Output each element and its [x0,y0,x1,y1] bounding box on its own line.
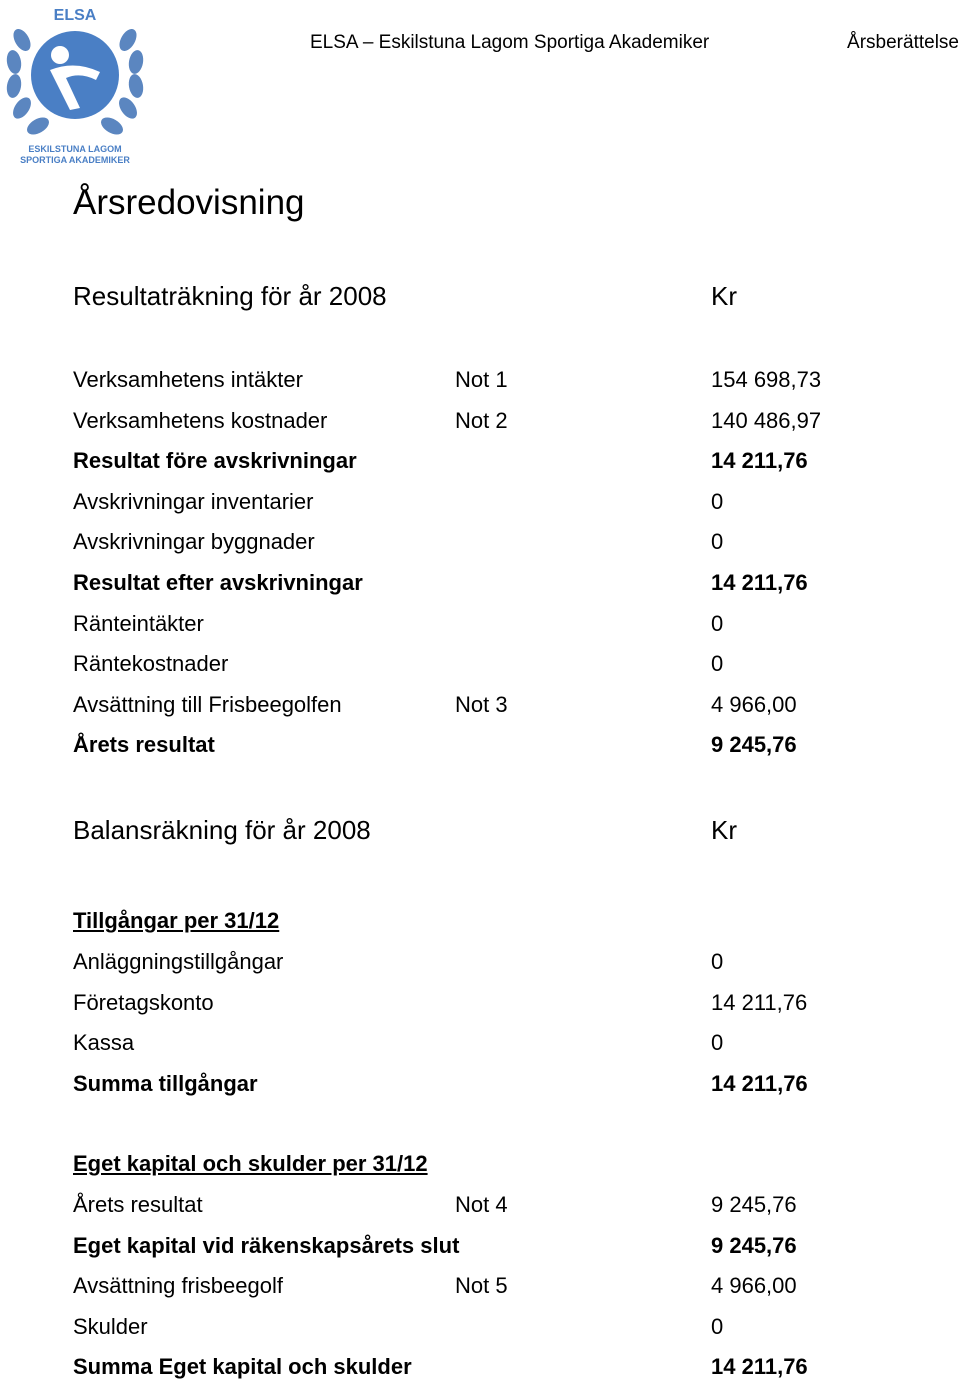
row-label: Resultat efter avskrivningar [73,570,363,595]
row-note: Not 3 [455,691,508,717]
row-value: 0 [711,949,724,974]
header-document-type: Årsberättelse [847,32,959,53]
row-value: 4 966,00 [711,691,797,717]
row-label: Verksamhetens kostnader [73,407,328,433]
balance-currency: Kr [711,815,737,845]
row-label: Anläggningstillgångar [73,949,284,974]
row-note: Not 5 [455,1273,508,1299]
logo-line-1: ESKILSTUNA LAGOM [28,144,122,154]
table-row [0,1030,960,1060]
row-value: 9 245,76 [711,1232,797,1258]
row-label: Summa tillgångar [73,1070,258,1096]
row-value: 14 211,76 [711,1354,808,1380]
row-value: 14 211,76 [711,570,808,595]
table-row [0,651,960,681]
row-label: Årets resultat [73,1192,203,1217]
row-label: Räntekostnader [73,651,229,677]
row-label: Avsättning frisbeegolf [73,1273,283,1299]
row-label: Verksamhetens intäkter [73,367,303,392]
row-value: 0 [711,651,724,677]
assets-heading: Tillgångar per 31/12 [73,908,280,933]
row-value: 9 245,76 [711,1192,797,1217]
row-value: 4 966,00 [711,1273,797,1299]
row-label: Kassa [73,1030,135,1056]
table-row [0,732,960,762]
table-row [0,489,960,519]
row-label: Avsättning till Frisbeegolfen [73,691,342,717]
table-row [0,611,960,641]
logo-line-2: SPORTIGA AKADEMIKER [20,155,130,165]
row-value: 0 [711,529,724,555]
table-row [0,1071,960,1101]
row-value: 0 [711,1030,724,1056]
table-row [0,949,960,979]
row-label: Summa Eget kapital och skulder [73,1354,412,1380]
elsa-logo [0,0,150,170]
balance-heading: Balansräkning för år 2008 [73,815,371,845]
table-row [0,990,960,1020]
row-value: 14 211,76 [711,989,808,1015]
logo-top-text: ELSA [53,7,97,24]
table-row [0,1273,960,1303]
table-row [0,1354,960,1384]
row-label: Resultat före avskrivningar [73,448,357,474]
table-row [0,408,960,438]
row-value: 140 486,97 [711,407,822,433]
row-note: Not 2 [455,407,508,433]
page-title: Årsredovisning [73,183,305,222]
row-value: 0 [711,488,724,514]
row-value: 0 [711,610,724,636]
equity-heading: Eget kapital och skulder per 31/12 [73,1151,428,1176]
row-label: Avskrivningar inventarier [73,488,314,514]
table-row [0,529,960,559]
row-value: 14 211,76 [711,448,808,474]
table-row [0,367,960,397]
table-row [0,1314,960,1344]
income-heading: Resultaträkning för år 2008 [73,281,387,311]
row-label: Årets resultat [73,732,215,758]
table-row [0,692,960,722]
row-label: Eget kapital vid räkenskapsårets slut [73,1232,460,1258]
table-row [0,1192,960,1222]
row-value: 14 211,76 [711,1070,808,1096]
row-value: 154 698,73 [711,367,822,392]
table-row [0,570,960,600]
row-note: Not 4 [455,1192,508,1217]
header-organization: ELSA – Eskilstuna Lagom Sportiga Akademiker [310,32,710,53]
row-value: 9 245,76 [711,732,797,758]
row-label: Ränteintäkter [73,610,204,636]
row-label: Skulder [73,1313,148,1339]
row-value: 0 [711,1313,724,1339]
row-note: Not 1 [455,367,508,392]
row-label: Avskrivningar byggnader [73,529,315,555]
income-currency: Kr [711,281,737,311]
row-label: Företagskonto [73,989,214,1015]
table-row [0,1233,960,1263]
table-row [0,448,960,478]
